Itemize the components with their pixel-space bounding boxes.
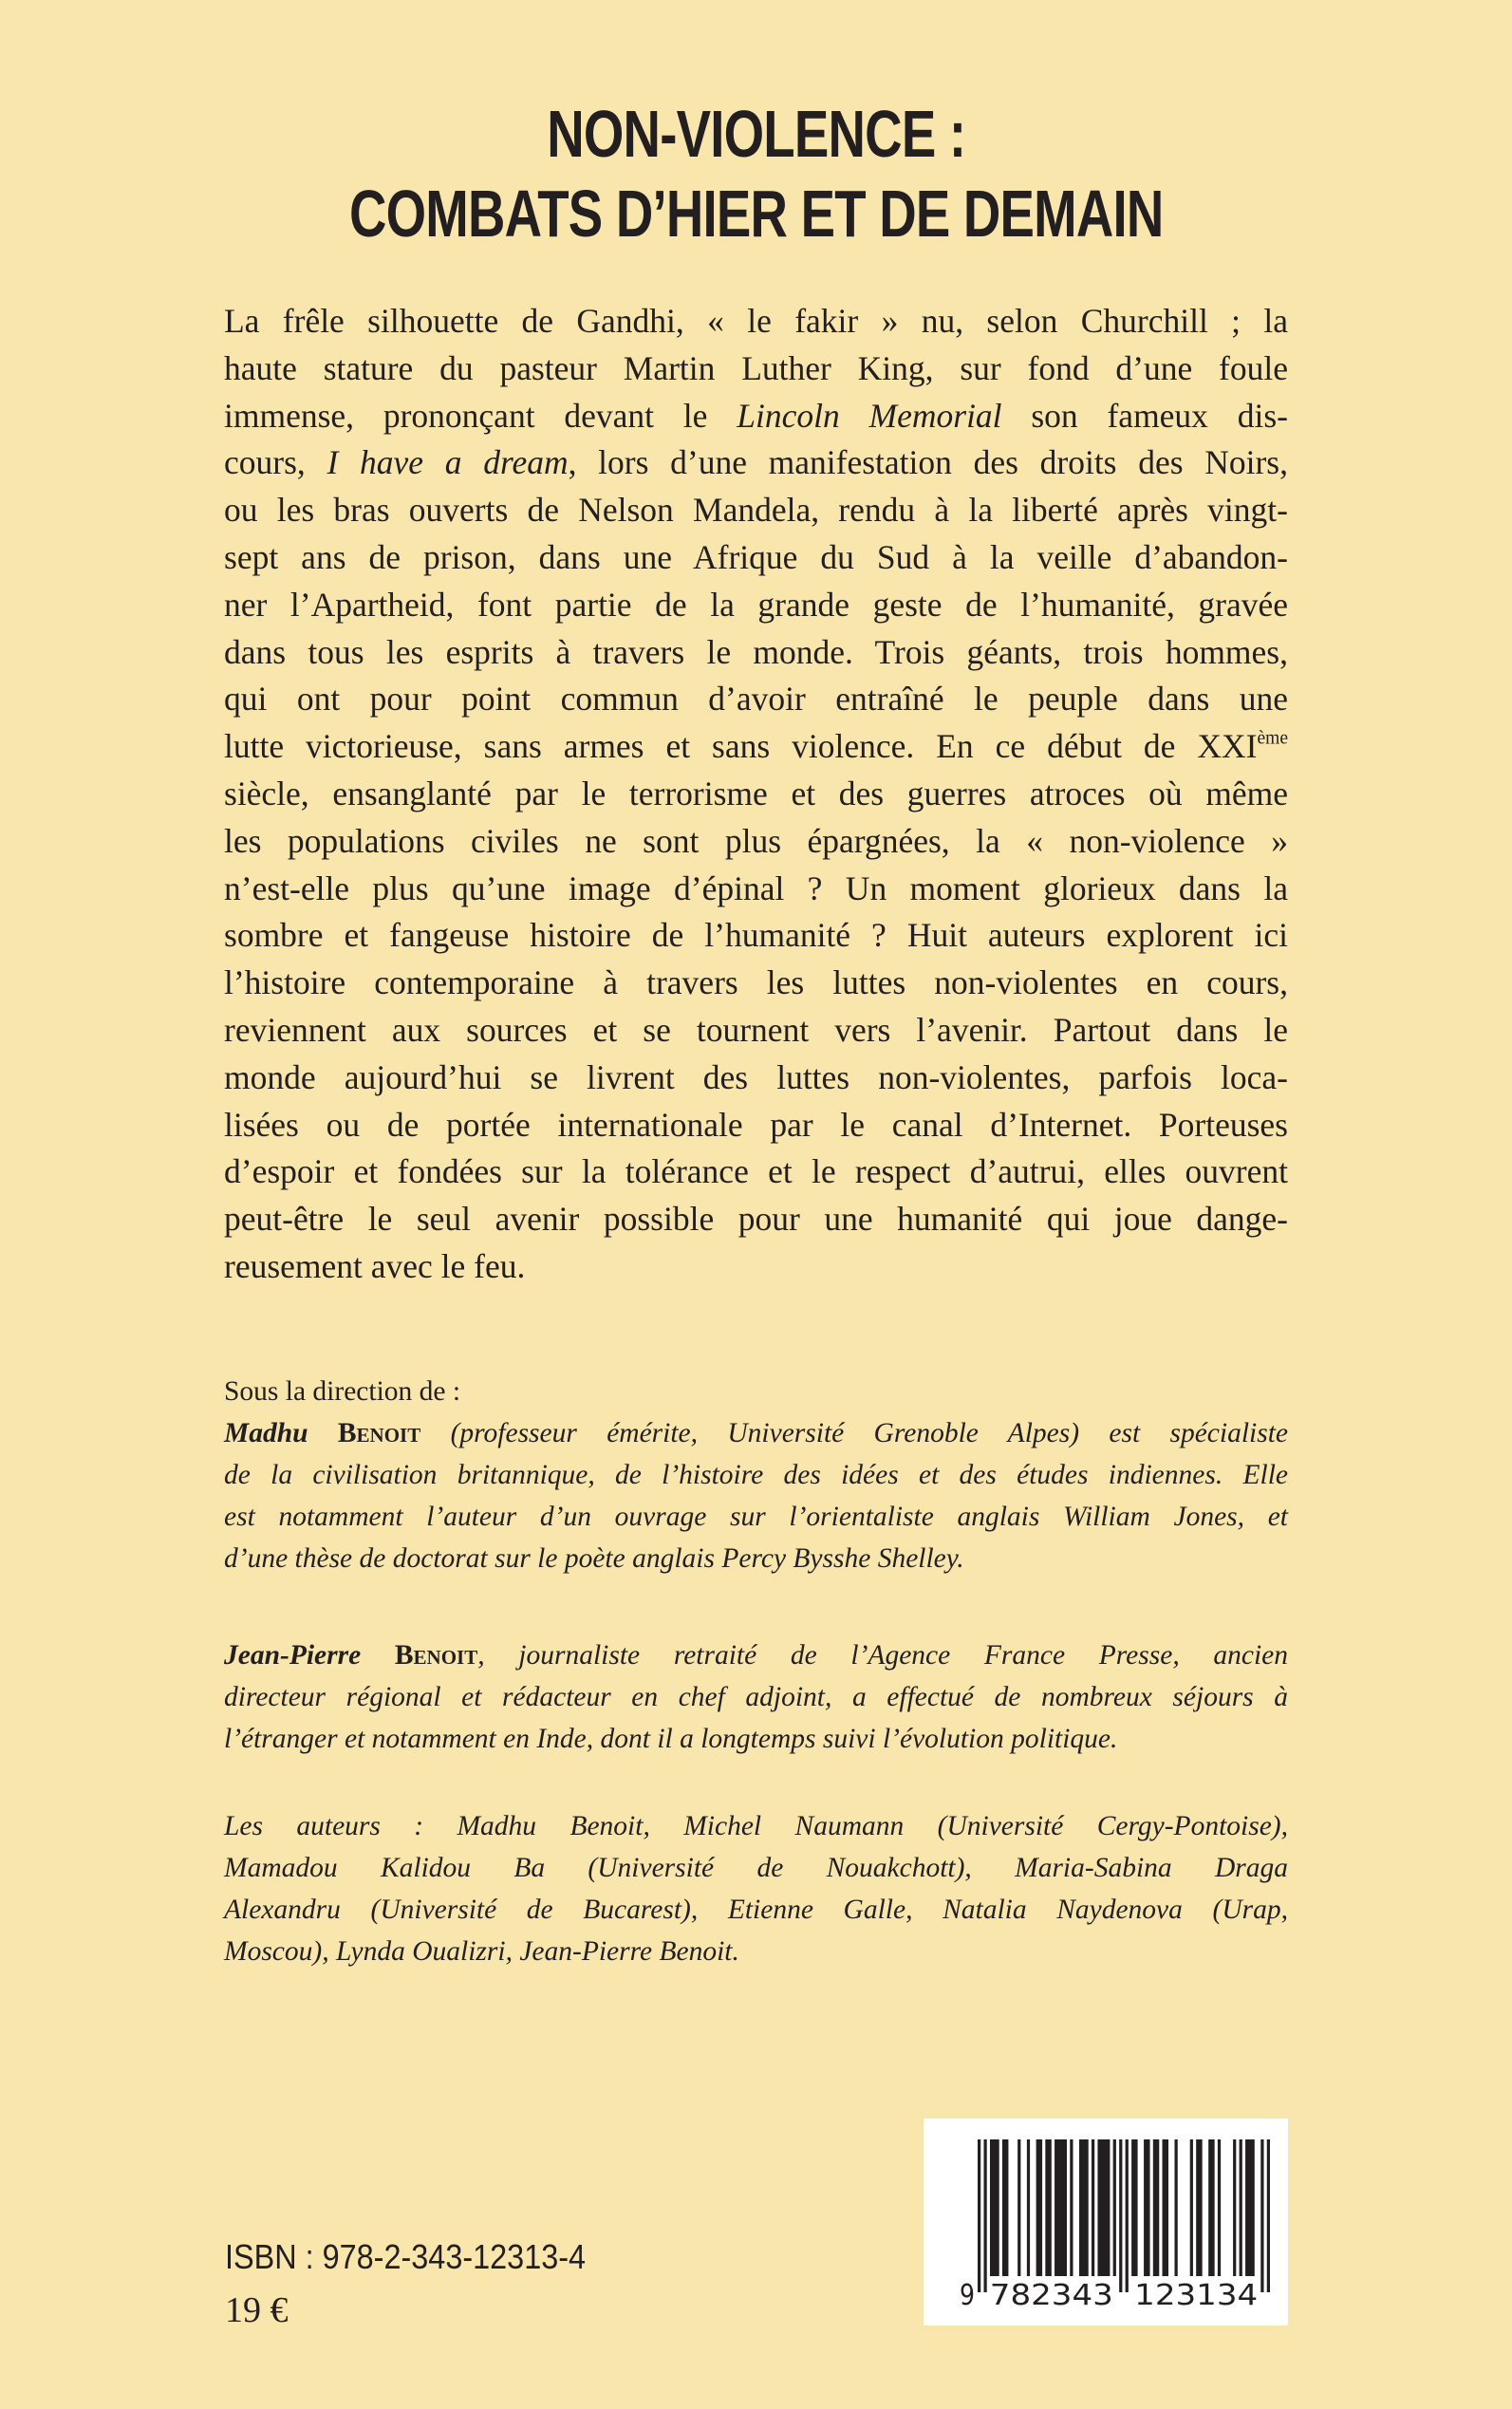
- barcode-bar: [1045, 2139, 1051, 2276]
- title-line-2: [0, 177, 1512, 251]
- text-line: [224, 345, 1288, 393]
- text-segment: Lincoln Memorial: [737, 396, 1002, 435]
- title-line-1-text: NON-VIOLENCE :: [546, 97, 966, 171]
- contributors-list: [224, 1805, 1288, 1972]
- text-segment: de la civilisation britannique, de l’histoire des idées et des études indiennes. Elle: [224, 1460, 1288, 1490]
- text-line: [224, 1931, 1288, 1972]
- title-line-2-text: COMBATS D’HIER ET DE DEMAIN: [348, 177, 1164, 251]
- title-line-1: [0, 97, 1512, 171]
- text-line: [224, 487, 1288, 534]
- text-line: [224, 723, 1288, 771]
- barcode-bar: [1174, 2139, 1177, 2276]
- text-segment: sept ans de prison, dans une Afrique du Sud à la veille d’abandon-: [224, 537, 1288, 576]
- text-line: [224, 960, 1288, 1007]
- barcode-bar: [1092, 2139, 1094, 2276]
- barcode-bar: [1196, 2139, 1202, 2276]
- text-segment: ner l’Apartheid, font partie de la grande geste de l’humanité, gravée: [224, 585, 1288, 624]
- text-segment: Alexandru (Université de Bucarest), Etienne Galle, Natalia Naydenova (Urap,: [224, 1895, 1288, 1925]
- barcode-bar: [1113, 2139, 1116, 2276]
- text-line: [224, 439, 1288, 487]
- text-line: [224, 629, 1288, 677]
- text-segment: I have a dream: [327, 443, 569, 482]
- text-segment: Mamadou Kalidou Ba (Université de Nouakchott), Maria-Sabina Draga: [224, 1853, 1288, 1883]
- text-segment: (professeur émérite, Université Grenoble Alpes) est spécialiste: [420, 1418, 1288, 1448]
- text-line: [224, 1371, 1288, 1412]
- text-segment: cours,: [224, 443, 327, 482]
- text-segment: lisées ou de portée internationale par le canal d’Internet. Porteuses: [224, 1105, 1288, 1144]
- barcode-left-digits: 782343: [989, 2279, 1113, 2312]
- barcode-bar: [990, 2139, 999, 2276]
- barcode-bar: [1017, 2139, 1020, 2276]
- text-line: [224, 582, 1288, 629]
- text-line: [224, 298, 1288, 345]
- summary-paragraph: [224, 298, 1288, 1291]
- text-line: [224, 771, 1288, 818]
- text-segment: peut-être le seul avenir possible pour une humanité qui joue dange-: [224, 1200, 1288, 1239]
- barcode-bar: [1002, 2139, 1008, 2276]
- barcode-guard-bar: [978, 2139, 980, 2292]
- text-line: [224, 1454, 1288, 1496]
- text-segment: immense, prononçant devant le: [224, 396, 737, 435]
- text-segment: est notamment l’auteur d’un ouvrage sur l’orientaliste anglais William Jones, et: [224, 1502, 1288, 1532]
- barcode-bar: [1036, 2139, 1042, 2276]
- barcode-graphic: [924, 2119, 1288, 2325]
- text-segment: haute stature du pasteur Martin Luther King, sur fond d’une foule: [224, 348, 1288, 387]
- text-segment: Jean-Pierre: [224, 1640, 395, 1671]
- barcode-bar: [1079, 2139, 1089, 2276]
- barcode-right-digits: 123134: [1134, 2279, 1259, 2312]
- text-segment: monde aujourd’hui se livrent des luttes non-violentes, parfois loca-: [224, 1057, 1288, 1096]
- barcode-bar: [1240, 2139, 1242, 2276]
- text-segment: son fameux dis-: [1001, 396, 1288, 435]
- text-line: [224, 1889, 1288, 1931]
- text-segment: dans tous les esprits à travers le monde. Trois géants, trois hommes,: [224, 632, 1288, 671]
- text-line: [224, 1148, 1288, 1196]
- text-segment: Moscou), Lynda Oualizri, Jean-Pierre Benoit.: [224, 1936, 739, 1967]
- barcode-bar: [1153, 2139, 1159, 2276]
- text-segment: Benoit: [394, 1640, 478, 1671]
- text-segment: , lors d’une manifestation des droits des Noirs,: [568, 443, 1288, 482]
- text-line: [224, 912, 1288, 960]
- text-line: [224, 393, 1288, 440]
- text-segment: n’est-elle plus qu’une image d’épinal ? Un moment glorieux dans la: [224, 868, 1288, 907]
- barcode-bar: [1070, 2139, 1073, 2276]
- text-segment: Benoit: [337, 1418, 421, 1448]
- barcode-bar: [1208, 2139, 1214, 2276]
- text-line: [224, 866, 1288, 913]
- text-segment: d’une thèse de doctorat sur le poète anglais Percy Bysshe Shelley.: [224, 1543, 964, 1574]
- text-line: [224, 1538, 1288, 1579]
- text-segment: Les auteurs : Madhu Benoit, Michel Naumann (Université Cergy-Pontoise),: [224, 1811, 1288, 1841]
- text-line: [224, 1676, 1288, 1718]
- text-line: [224, 1243, 1288, 1291]
- barcode-bar: [1027, 2139, 1030, 2276]
- text-line: [224, 1496, 1288, 1538]
- superscript: ème: [1257, 728, 1288, 749]
- text-segment: reviennent aux sources et se tournent vers l’avenir. Partout dans le: [224, 1010, 1288, 1049]
- barcode-guard-bar: [1126, 2139, 1129, 2292]
- text-segment: siècle, ensanglanté par le terrorisme et des guerres atroces où même: [224, 774, 1288, 812]
- editor-madhu-benoit-bio: [224, 1371, 1288, 1579]
- barcode-bar: [1218, 2139, 1221, 2276]
- text-segment: Madhu: [224, 1418, 338, 1448]
- text-segment: l’étranger et notamment en Inde, dont il a longtemps suivi l’évolution politique.: [224, 1724, 1118, 1754]
- text-segment: qui ont pour point commun d’avoir entraîné le peuple dans une: [224, 680, 1288, 719]
- text-line: [224, 1055, 1288, 1102]
- text-segment: directeur régional et rédacteur en chef adjoint, a effectué de nombreux séjours à: [224, 1682, 1288, 1712]
- text-line: [224, 534, 1288, 582]
- text-segment: Sous la direction de :: [224, 1376, 461, 1407]
- text-line: [224, 1718, 1288, 1760]
- barcode-bar: [1131, 2139, 1137, 2276]
- barcode-guard-bar: [983, 2139, 986, 2292]
- editor-jean-pierre-benoit-bio: [224, 1634, 1288, 1760]
- text-line: [224, 1805, 1288, 1847]
- text-line: [224, 1634, 1288, 1676]
- text-segment: sombre et fangeuse histoire de l’humanité ? Huit auteurs explorent ici: [224, 916, 1288, 955]
- text-line: [224, 1196, 1288, 1243]
- isbn-barcode: [924, 2119, 1288, 2325]
- price-text: 19 €: [225, 2290, 289, 2330]
- text-line: [224, 676, 1288, 723]
- text-segment: reusement avec le feu.: [224, 1246, 526, 1285]
- text-line: [224, 1847, 1288, 1889]
- barcode-bar: [1055, 2139, 1067, 2276]
- text-segment: les populations civiles ne sont plus épargnées, la « non-violence »: [224, 821, 1288, 860]
- barcode-guard-bar: [1260, 2139, 1263, 2292]
- isbn-text: ISBN : 978-2-343-12313-4: [225, 2237, 587, 2276]
- text-line: [224, 1412, 1288, 1454]
- barcode-guard-bar: [1267, 2139, 1270, 2292]
- barcode-bar: [1097, 2139, 1110, 2276]
- barcode-first-digit: 9: [960, 2279, 975, 2312]
- text-segment: , journaliste retraité de l’Agence France Presse, ancien: [477, 1640, 1289, 1671]
- text-segment: lutte victorieuse, sans armes et sans violence. En ce début de XXI: [224, 727, 1258, 766]
- barcode-guard-bar: [1119, 2139, 1122, 2292]
- text-line: [224, 1102, 1288, 1149]
- text-segment: l’histoire contemporaine à travers les luttes non-violentes en cours,: [224, 963, 1288, 1002]
- barcode-bar: [1233, 2139, 1236, 2276]
- text-segment: La frêle silhouette de Gandhi, « le fakir » nu, selon Churchill ; la: [224, 302, 1288, 340]
- text-line: [224, 818, 1288, 866]
- barcode-bar: [1190, 2139, 1193, 2276]
- text-line: [224, 1007, 1288, 1055]
- text-segment: ou les bras ouverts de Nelson Mandela, rendu à la liberté après vingt-: [224, 491, 1288, 530]
- barcode-bar: [1144, 2139, 1149, 2276]
- barcode-bar: [1245, 2139, 1255, 2276]
- text-segment: d’espoir et fondées sur la tolérance et le respect d’autrui, elles ouvrent: [224, 1152, 1288, 1191]
- barcode-bar: [1163, 2139, 1168, 2276]
